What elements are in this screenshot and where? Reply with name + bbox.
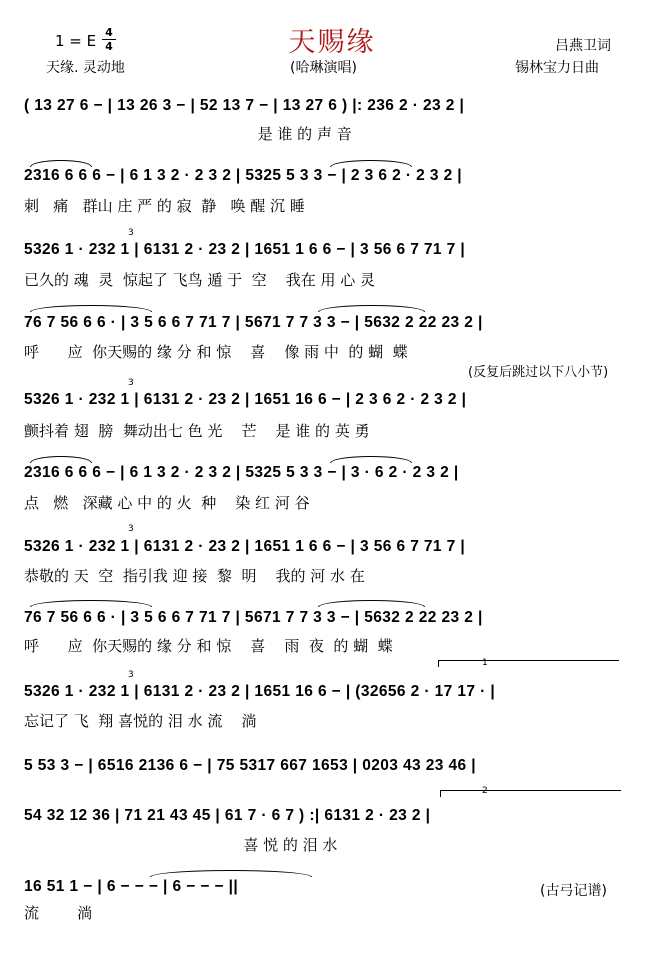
score-row-12-notes: 16 51 1 − | 6 − − − | 6 − − − ||: [24, 878, 239, 895]
score-row-9-lyrics: 忘记了 飞 翔 喜悦的 泪 水 流 淌: [24, 712, 257, 730]
time-signature-top: 4: [105, 26, 113, 39]
triplet-mark: 3: [128, 378, 134, 388]
score-row-1-notes: ( 13 27 6 − | 13 26 3 − | 52 13 7 − | 13 27 6 ) |: 236 2 · 23 2 |: [24, 97, 465, 114]
volta-number-1: 1: [482, 658, 488, 668]
triplet-mark: 3: [128, 228, 134, 238]
volta-number-2: 2: [482, 786, 488, 796]
score-row-9-notes: 5326 1 · 232 1 | 6131 2 · 23 2 | 1651 16 6 − | (32656 2 · 17 17 · |: [24, 683, 496, 700]
score-row-5-lyrics: 颤抖着 翅 膀 舞动出七 色 光 芒 是 谁 的 英 勇: [24, 422, 370, 440]
slur: [30, 305, 152, 312]
triplet-mark: 3: [128, 524, 134, 534]
slur: [30, 456, 92, 463]
slur: [150, 870, 312, 877]
slur: [30, 600, 152, 607]
score-row-11-notes: 54 32 12 36 | 71 21 43 45 | 61 7 · 6 7 ) :| 6131 2 · 23 2 |: [24, 807, 431, 824]
score-row-4-notes: 76 7 56 6 6 · | 3 5 6 6 7 71 7 | 5671 7 7 3 3 − | 5632 2 22 23 2 |: [24, 314, 483, 331]
triplet-mark: 3: [128, 670, 134, 680]
key-signature: 1 = E: [55, 32, 97, 50]
score-row-6-notes: 2316 6 6 6 − | 6 1 3 2 · 2 3 2 | 5325 5 3 3 − | 3 · 6 2 · 2 3 2 |: [24, 464, 459, 481]
score-row-10-notes: 5 53 3 − | 6516 2136 6 − | 75 5317 667 1653 | 0203 43 23 46 |: [24, 757, 477, 774]
score-row-12-lyrics: 流 淌: [24, 904, 93, 922]
score-row-6-lyrics: 点 燃 深藏 心 中 的 火 种 染 红 河 谷: [24, 494, 310, 512]
repeat-remark: (反复后跳过以下八小节): [468, 365, 609, 380]
song-title: 天赐缘: [288, 27, 376, 58]
score-row-5-notes: 5326 1 · 232 1 | 6131 2 · 23 2 | 1651 16 6 − | 2 3 6 2 · 2 3 2 |: [24, 391, 467, 408]
lyricist-credit: 吕燕卫词: [555, 38, 611, 54]
score-row-11-lyrics: 喜 悦 的 泪 水: [24, 836, 338, 854]
score-row-7-lyrics: 恭敬的 天 空 指引我 迎 接 黎 明 我的 河 水 在: [24, 567, 365, 585]
subtitle: 天缘. 灵动地: [46, 60, 125, 76]
score-row-2-lyrics: 刺 痛 群山 庄 严 的 寂 静 唤 醒 沉 睡: [24, 197, 305, 215]
score-row-1-lyrics: 是 谁 的 声 音: [24, 125, 352, 143]
score-row-3-notes: 5326 1 · 232 1 | 6131 2 · 23 2 | 1651 1 6 6 − | 3 56 6 7 71 7 |: [24, 241, 466, 258]
slur: [318, 305, 425, 312]
score-row-8-lyrics: 呼 应 你天赐的 缘 分 和 惊 喜 雨 夜 的 蝴 蝶: [24, 637, 393, 655]
time-signature: [102, 27, 116, 52]
slur: [318, 600, 425, 607]
singer-credit: (哈琳演唱): [290, 60, 357, 76]
score-row-3-lyrics: 已久的 魂 灵 惊起了 飞鸟 遁 于 空 我在 用 心 灵: [24, 271, 376, 289]
score-row-2-notes: 2316 6 6 6 − | 6 1 3 2 · 2 3 2 | 5325 5 3 3 − | 2 3 6 2 · 2 3 2 |: [24, 167, 463, 184]
slur: [330, 456, 412, 463]
score-row-8-notes: 76 7 56 6 6 · | 3 5 6 6 7 71 7 | 5671 7 7 3 3 − | 5632 2 22 23 2 |: [24, 609, 483, 626]
score-row-7-notes: 5326 1 · 232 1 | 6131 2 · 23 2 | 1651 1 6 6 − | 3 56 6 7 71 7 |: [24, 538, 466, 555]
transcriber-credit: (古弓记谱): [540, 883, 607, 899]
volta-bracket-2: [440, 790, 621, 797]
composer-credit: 锡林宝力日曲: [515, 60, 599, 76]
volta-bracket-1: [438, 660, 619, 667]
score-row-4-lyrics: 呼 应 你天赐的 缘 分 和 惊 喜 像 雨 中 的 蝴 蝶: [24, 343, 408, 361]
time-signature-bottom: 4: [105, 40, 113, 53]
